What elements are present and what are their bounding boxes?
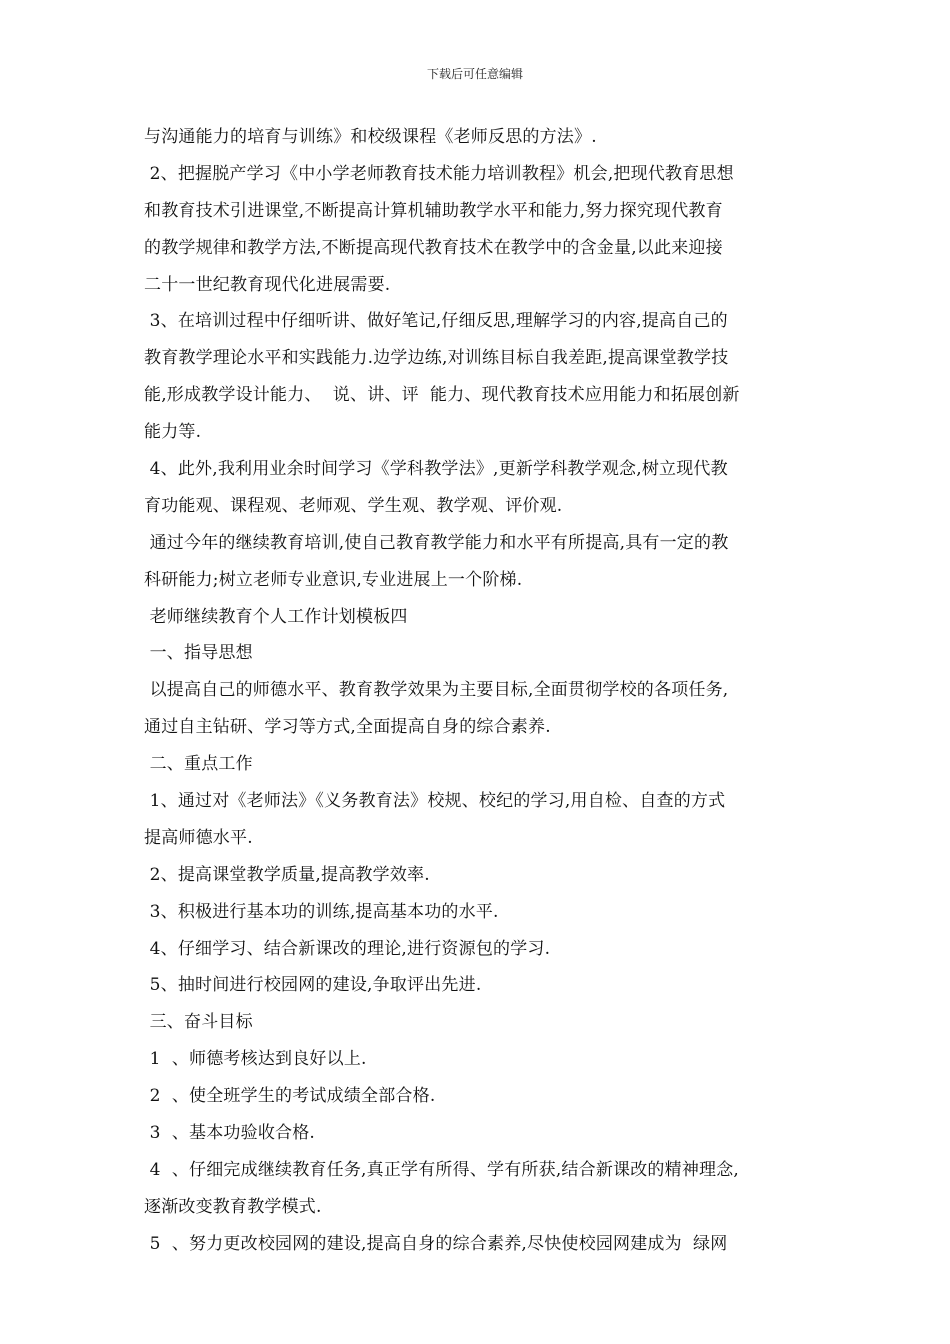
text-line: 5 、努力更改校园网的建设,提高自身的综合素养,尽快使校园网建成为 绿网 (144, 1233, 728, 1254)
text-line: 科研能力;树立老师专业意识,专业进展上一个阶梯. (144, 569, 523, 590)
text-line: 以提高自己的师德水平、教育教学效果为主要目标,全面贯彻学校的各项任务, (144, 680, 729, 701)
page-header: 下载后可任意编辑 (426, 67, 523, 81)
text-line: 2、提高课堂教学质量,提高教学效率. (144, 864, 430, 885)
text-line: 和教育技术引进课堂,不断提高计算机辅助教学水平和能力,努力探究现代教育 (144, 200, 723, 221)
text-line: 能,形成教学设计能力、 说、讲、评 能力、现代教育技术应用能力和拓展创新 (144, 385, 740, 406)
text-line: 2、把握脱产学习《中小学老师教育技术能力培训教程》机会,把现代教育思想 (144, 163, 734, 184)
section-heading: 一、指导思想 (144, 643, 253, 664)
text-line: 1 、师德考核达到良好以上. (144, 1049, 367, 1070)
text-line: 3、积极进行基本功的训练,提高基本功的水平. (144, 901, 499, 922)
text-line: 二十一世纪教育现代化进展需要. (144, 274, 391, 295)
text-line: 1、通过对《老师法》《义务教育法》校规、校纪的学习,用自检、自查的方式 (144, 791, 726, 812)
text-line: 通过自主钻研、学习等方式,全面提高自身的综合素养. (144, 717, 551, 738)
text-line: 的教学规律和教学方法,不断提高现代教育技术在教学中的含金量,以此来迎接 (144, 237, 723, 258)
text-line: 育功能观、课程观、老师观、学生观、教学观、评价观. (144, 495, 563, 516)
section-heading: 二、重点工作 (144, 754, 253, 775)
text-line: 能力等. (144, 422, 202, 443)
document-body (144, 119, 810, 1263)
text-line: 教育教学理论水平和实践能力.边学边练,对训练目标自我差距,提高课堂教学技 (144, 348, 729, 369)
text-line: 4、此外,我利用业余时间学习《学科教学法》,更新学科教学观念,树立现代教 (144, 459, 728, 480)
text-line: 3、在培训过程中仔细听讲、做好笔记,仔细反思,理解学习的内容,提高自己的 (144, 311, 728, 332)
text-line: 与沟通能力的培育与训练》和校级课程《老师反思的方法》. (144, 127, 597, 147)
text-line: 3 、基本功验收合格. (144, 1123, 316, 1144)
text-line: 逐渐改变教育教学模式. (144, 1196, 322, 1217)
text-line: 2 、使全班学生的考试成绩全部合格. (144, 1086, 436, 1107)
text-line: 4 、仔细完成继续教育任务,真正学有所得、学有所获,结合新课改的精神理念, (144, 1159, 740, 1180)
section-title: 老师继续教育个人工作计划模板四 (144, 606, 408, 627)
text-line: 5、抽时间进行校园网的建设,争取评出先进. (144, 975, 482, 996)
section-heading: 三、奋斗目标 (144, 1012, 253, 1033)
text-line: 提高师德水平. (144, 827, 253, 848)
text-line: 4、仔细学习、结合新课改的理论,进行资源包的学习. (144, 938, 551, 959)
text-line: 通过今年的继续教育培训,使自己教育教学能力和水平有所提高,具有一定的教 (144, 532, 729, 553)
